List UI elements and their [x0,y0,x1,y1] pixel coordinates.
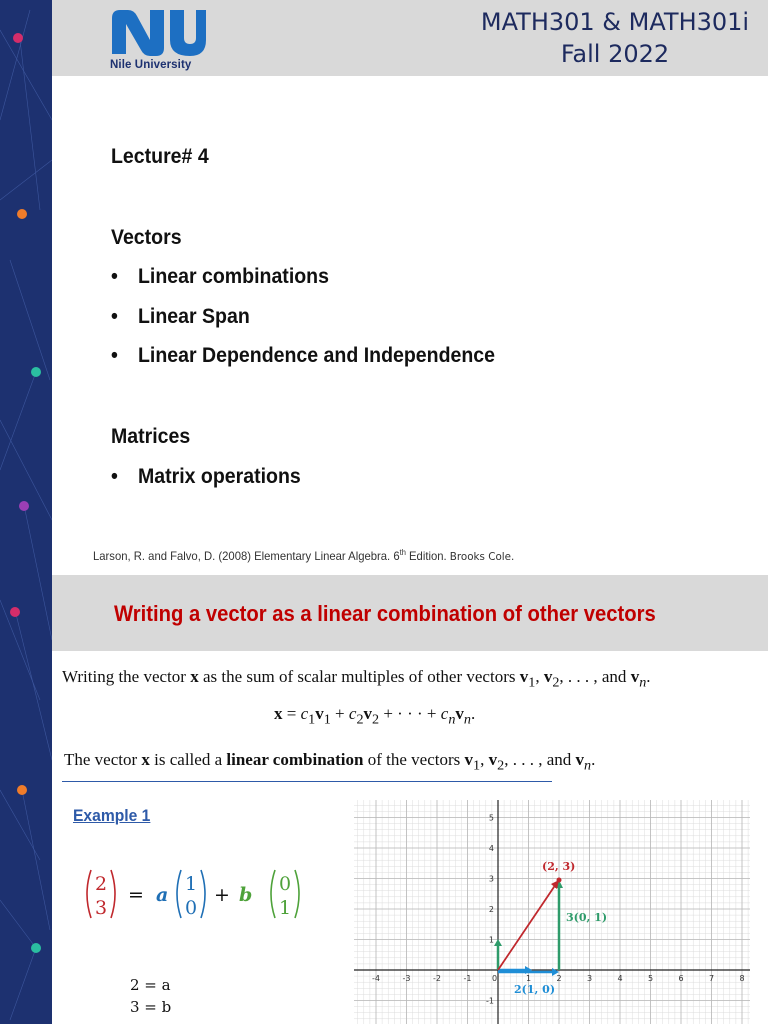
lecture-number: Lecture# 4 [111,145,209,168]
decorative-network-strip [0,0,52,1024]
scalar-a: a [156,884,169,906]
definition-prefix: Writing the vector [62,667,191,686]
topic-label: Linear Dependence and Independence [137,344,496,367]
bullet-dot: • [111,305,118,328]
y-tick-label: -1 [486,996,494,1006]
x-tick-label: -3 [402,974,411,983]
sentence-mid: is called a [149,750,227,769]
slide-header [52,0,768,76]
y-tick-label: 3 [488,874,494,884]
definition-rest: as the sum of scalar multiples of other vectors [198,667,520,686]
citation-publisher: Brooks Cole. [449,550,515,563]
lhs-bottom: 3 [94,897,108,919]
x-tick-label: 6 [678,974,684,983]
y-tick-label: 2 [488,905,494,914]
section-title: Writing a vector as a linear combination of other vectors [114,601,656,626]
x-tick-label: 4 [617,974,623,983]
v1-bottom: 0 [184,897,198,919]
vector-equation [82,866,312,922]
x-tick-label: 3 [586,974,593,983]
x-tick-label: 7 [708,974,715,983]
reference-citation [93,548,514,563]
linear-combination-formula: $x = c_1v_1 + c_2v_2$ + · · · + $c_nv_n$. [274,704,476,728]
course-title [470,6,760,70]
vector-graph [354,800,750,1024]
bullet-item [111,344,495,368]
matrices-heading: Matrices [111,425,191,448]
citation-sup: th [399,548,406,557]
course-code: MATH301 & MATH301i [480,8,750,36]
solution-block [130,974,171,1018]
x-tick-label: -4 [372,974,380,983]
y-tick-label: 5 [488,813,494,823]
nu-logo-mark [110,8,206,58]
definition-end: , . . . , and [559,667,631,686]
x-tick-label: 5 [647,974,654,983]
linear-combination-definition: The vector x is called a linear combination of the vectors $v_1$, $v_2$, . . . , and $v_n$. [64,750,596,774]
sentence-vector-x: x [141,750,150,769]
x-tick-label: -1 [463,974,472,983]
logo-text: Nile University [110,59,192,71]
origin-label: 0 [492,974,498,983]
v2-bottom: 1 [278,897,292,919]
y-tick-label: 1 [488,935,494,945]
vertical-vector-label: 3(0, 1) [566,911,608,924]
sentence-rest: of the vectors [363,750,465,769]
lhs-top: 2 [94,873,108,895]
semester: Fall 2022 [560,40,670,68]
bullet-dot: • [111,344,118,367]
topic-label: Linear combinations [137,265,329,288]
section-banner [52,575,768,651]
point-2-3 [557,878,562,883]
v1-top: 1 [184,873,198,895]
y-tick-label: 4 [488,844,494,853]
network-pattern [0,0,52,1024]
sentence-prefix: The vector [64,750,142,769]
svg-text:+: + [214,884,230,906]
solution-line: 3 = b [130,998,172,1016]
horizontal-vector-label: 2(1, 0) [514,983,556,996]
vectors-heading: Vectors [111,226,182,249]
svg-text:=: = [128,884,144,906]
x-tick-label: 8 [739,974,745,983]
bullet-item [111,305,250,329]
citation-edition: Edition. [405,549,450,563]
sentence-term: linear combination [226,750,364,769]
divider-line [62,781,552,782]
x-tick-label: 1 [525,974,532,983]
x-tick-label: 2 [556,974,562,983]
v2-top: 0 [278,873,292,895]
topic-label: Linear Span [137,305,250,328]
point-label: (2, 3) [542,860,576,873]
scalar-b: b [239,884,253,906]
sentence-end: , . . . , and [504,750,576,769]
vector-x: x [190,667,199,686]
example-title: Example 1 [73,806,151,825]
bullet-item [111,265,329,289]
bullet-dot: • [111,465,118,488]
topic-label: Matrix operations [137,465,301,488]
definition-text: Writing the vector x as the sum of scalar multiples of other vectors $v_1$, $v_2$, . . . , and $v_n$. [62,667,651,691]
bullet-dot: • [111,265,118,288]
bullet-item [111,465,301,489]
citation-text: Larson, R. and Falvo, D. (2008) Elementary Linear Algebra. 6 [93,549,400,563]
solution-line: 2 = a [130,976,171,994]
nile-university-logo [110,8,206,76]
x-tick-label: -2 [433,974,441,983]
